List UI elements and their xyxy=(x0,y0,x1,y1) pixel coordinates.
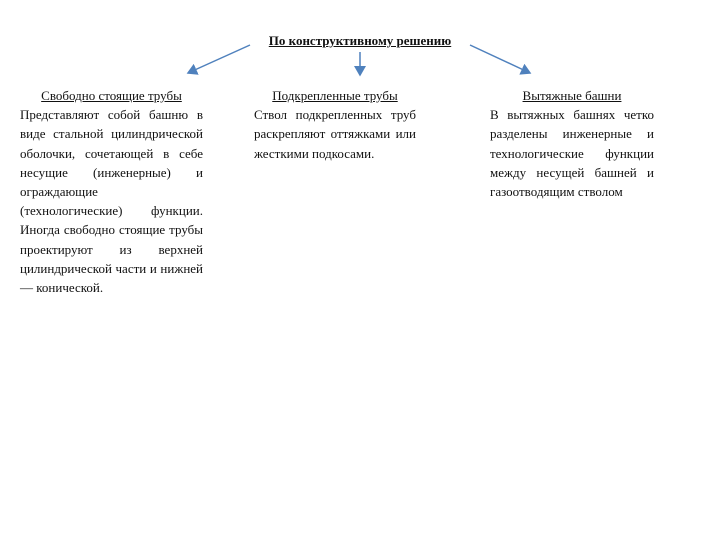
column-text: В вытяжных башнях четко разделены инженерные и технологические функции между несущей башней и газоотводящим стволом xyxy=(490,107,654,200)
column-heading: Вытяжные башни xyxy=(522,88,622,103)
arrow-left xyxy=(188,45,250,73)
diagram-title: По конструктивному решению xyxy=(268,33,452,48)
column-exhaust-towers xyxy=(490,86,654,201)
column-text: Ствол подкрепленных труб раскрепляют оттяжками или жесткими подкосами. xyxy=(254,107,416,161)
column-freestanding xyxy=(20,86,203,297)
arrow-right xyxy=(470,45,530,73)
column-heading: Подкрепленные трубы xyxy=(272,88,398,103)
column-heading: Свободно стоящие трубы xyxy=(41,88,182,103)
column-text: Представляют собой башню в виде стальной цилиндрической оболочки, сочетающей в себе несущие (инженерные) и ограждающие (технологические) функции. Иногда свободно стоящие трубы проектируют из верхней цилиндрической части и нижней — конической. xyxy=(20,107,203,296)
column-reinforced xyxy=(254,86,416,163)
